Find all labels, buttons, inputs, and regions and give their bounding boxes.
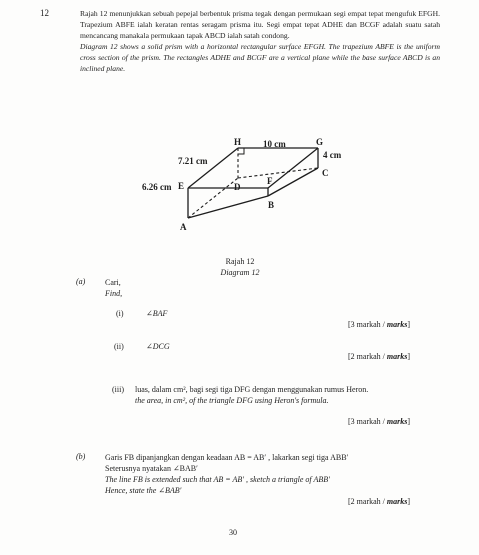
item-i-number: (i) [116,309,124,318]
part-a-lead [105,277,122,299]
hidden-edge-dc [238,168,318,178]
caption-malay: Rajah 12 [225,257,255,266]
part-b-tag: (b) [76,452,86,461]
part-b-marks-ms: [2 markah / [348,497,387,506]
item-iii-number: (iii) [112,385,124,394]
item-iii-marks-ms: [3 markah / [348,417,387,426]
page-number: 30 [229,528,237,537]
label-h: H [234,138,242,147]
label-d: D [234,182,241,192]
item-ii-marks-ms: [2 markah / [348,352,387,361]
part-b-line2-malay: Seterusnya nyatakan ∠BAB′ [105,464,198,473]
item-i-text: ∠BAF [146,309,168,318]
item-i-marks-ms: [3 markah / [348,320,387,329]
intro-english: Diagram 12 shows a solid prism with a horizontal rectangular surface EFGH. The trapezium ABFE is the uniform cross section of the prism. The rectangles ADHE and BCGF are a vertical plane while the base surface ABCD is an inclined plane. [80,42,440,73]
item-i-marks-en: marks [386,320,408,329]
part-b-marks-end: ] [407,497,410,506]
part-b-marks [348,497,410,506]
item-ii-marks [348,352,410,361]
item-ii-number: (ii) [114,342,124,351]
item-ii-marks-end: ] [407,352,410,361]
label-c: C [322,168,329,178]
item-iii-marks-en: marks [386,417,408,426]
hidden-edge-ad [188,178,238,218]
question-number: 12 [40,8,49,18]
item-iii-marks [348,417,410,426]
measure-hg: 10 cm [263,139,286,149]
caption-english: Diagram 12 [220,268,260,277]
item-iii-text-english: the area, in cm², of the triangle DFG using Heron's formula. [135,396,329,405]
part-a-tag: (a) [76,277,86,286]
label-e: E [178,181,185,191]
item-i-marks-end: ] [407,320,410,329]
right-angle-mark [238,148,244,154]
item-iii-marks-end: ] [407,417,410,426]
part-b-line2-english: Hence, state the ∠BAB′ [105,486,182,495]
part-a-lead-english: Find, [105,289,123,298]
label-f: F [267,176,273,186]
part-a-lead-malay: Cari, [105,278,121,287]
label-a: A [180,222,187,232]
part-b-line1-english: The line FB is extended such that AB = AB′ , sketch a triangle of ABB′ [105,475,330,484]
diagram-caption [200,256,280,278]
item-iii-text [135,384,435,406]
question-intro [80,8,440,74]
item-iii-text-malay: luas, dalam cm², bagi segi tiga DFG dengan menggunakan rumus Heron. [135,385,369,394]
measure-gc: 4 cm [323,150,342,160]
measure-ae: 6.26 cm [142,182,172,192]
intro-malay: Rajah 12 menunjukkan sebuah pepejal berbentuk prisma tegak dengan permukaan segi empat tepat mengufuk EFGH. Trapezium ABFE ialah keratan rentas seragam prisma itu. Segi empat tepat ADHE dan BCGF adalah suatu satah mencancang manakala permukaan tapak ABCD ialah satah condong. [80,9,440,40]
part-b-line1-malay: Garis FB dipanjangkan dengan keadaan AB = AB′ , lakarkan segi tiga ABB′ [105,453,349,462]
prism-diagram [140,138,360,256]
label-g: G [316,138,324,147]
item-i-marks [348,320,410,329]
item-ii-text: ∠DCG [146,342,170,351]
label-b: B [268,200,275,210]
measure-eh: 7.21 cm [178,156,208,166]
part-b-text [105,452,435,496]
edge-ab [188,196,268,218]
edge-eh [188,148,238,188]
item-ii-marks-en: marks [386,352,408,361]
part-b-marks-en: marks [386,497,408,506]
